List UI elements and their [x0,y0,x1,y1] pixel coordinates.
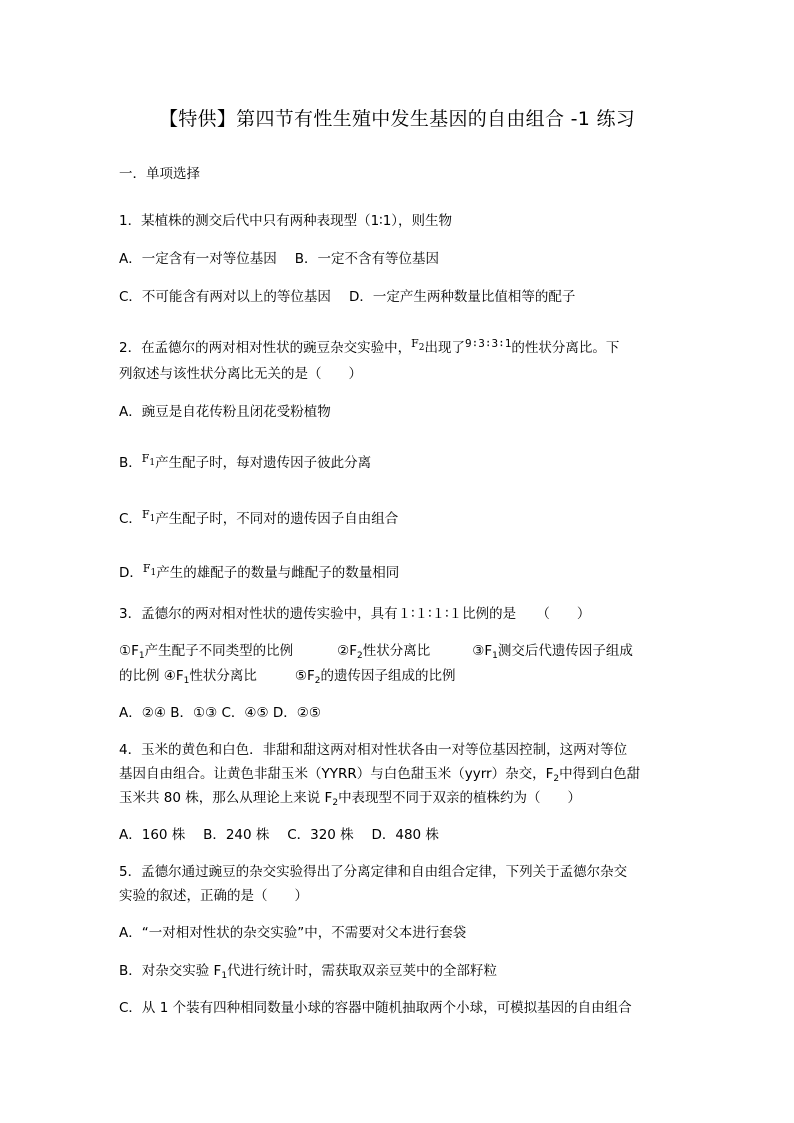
option-c: C．不可能含有两对以上的等位基因 [119,289,331,305]
question-1-options-ab [119,247,439,267]
option-a: A．豌豆是自花传粉且闭花受粉植物 [119,404,331,420]
option-c: C．$^{F_1}$产生配子时，不同对的遗传因子自由组合 [119,508,399,527]
option-a: A．一定含有一对等位基因 [119,251,277,267]
question-4-options: A．160 株 B．240 株 C．320 株 D．480 株 [119,827,439,843]
question-2-stem-text: 的性状分离比。下 [511,340,620,356]
option-a: A．“一对相对性状的杂交实验”中，不需要对父本进行套袋 [119,925,467,941]
option-d: D．$^{F_1}$产生的雄配子的数量与雌配子的数量相同 [119,562,400,581]
question-3-items-line2 [119,664,456,686]
question-5-stem-line2: 实验的叙述，正确的是（ ） [119,888,308,904]
item-4: 的比例 $④F_1$性状分离比 [119,668,257,686]
question-2-stem-text: 2．在孟德尔的两对相对性状的豌豆杂交实验中， [119,340,412,356]
question-2-stem-line2: 列叙述与该性状分离比无关的是（ ） [119,366,362,382]
page-title: 【特供】第四节有性生殖中发生基因的自由组合 -1 练习 [158,108,636,130]
option-b: B．一定不含有等位基因 [294,251,440,267]
question-3-stem: 3．孟德尔的两对相对性状的遗传实验中，具有１∶１∶１∶１比例的是 （ ） [119,606,591,622]
option-b: B．$^{F_1}$产生配子时，每对遗传因子彼此分离 [119,452,372,471]
question-2-stem-text: 出现了 [424,340,465,356]
option-b: B．对杂交实验 $F_1$代进行统计时，需获取双亲豆荚中的全部籽粒 [119,963,498,981]
f2-symbol: F2 [411,337,425,353]
item-3: $③F_1$测交后代遗传因子组成 [472,643,633,661]
item-1: $①F_1$产生配子不同类型的比例 [119,643,294,661]
f1-symbol: F1 [141,452,156,468]
question-4-stem-line1: 4．玉米的黄色和白色．非甜和甜这两对相对性状各由一对等位基因控制，这两对等位 [119,742,628,758]
option-c: C．从 1 个装有四种相同数量小球的容器中随机抽取两个小球，可模拟基因的自由组合 [119,1000,632,1016]
question-4-stem-line3: 玉米共 80 株，那么从理论上来说 $F_2$中表现型不同于双亲的植株约为（ ） [119,790,582,808]
question-5-stem-line1: 5．孟德尔通过豌豆的杂交实验得出了分离定律和自由组合定律，下列关于孟德尔杂交 [119,864,628,880]
f1-symbol: F1 [142,562,157,578]
item-5: $⑤F_2$的遗传因子组成的比例 [294,668,456,686]
question-4-stem-line2: 基因自由组合。让黄色非甜玉米（YYRR）与白色甜玉米（yyrr）杂交，$F_2$中得到白色甜 [119,766,641,784]
ratio-9-3-3-1: 9∶3∶3∶1 [464,337,512,350]
section-heading: 一．单项选择 [119,166,200,182]
question-1-options-cd [119,285,575,305]
question-1-stem: 1．某植株的测交后代中只有两种表现型（1∶1），则生物 [119,213,453,229]
option-d: D．一定产生两种数量比值相等的配子 [348,289,576,305]
question-3-items-line1 [119,639,633,661]
question-2-stem-line1 [119,336,619,356]
question-3-options: A．②④ B．①③ C．④⑤ D．②⑤ [119,705,322,721]
f1-symbol: F1 [141,508,156,524]
item-2: $②F_2$性状分离比 [337,643,431,661]
